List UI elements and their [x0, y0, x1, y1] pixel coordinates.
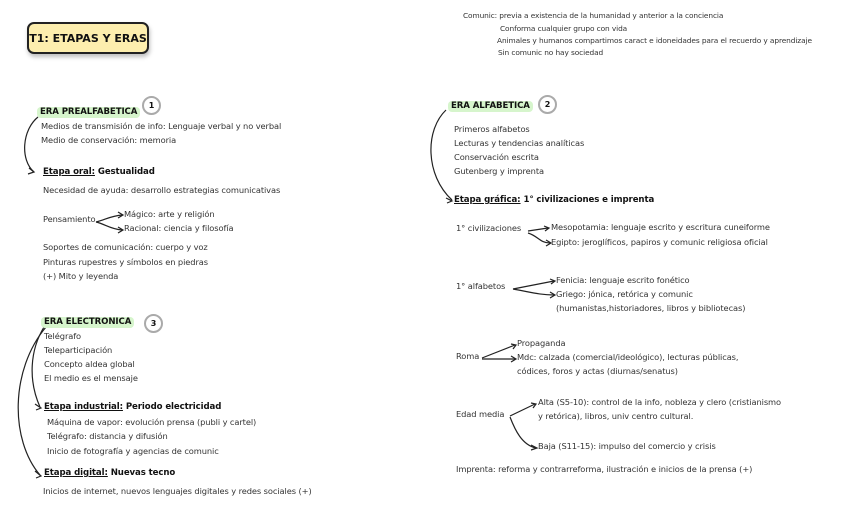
branch-root: Edad media	[456, 409, 505, 419]
era-line: Medios de transmisión de info: Lenguaje verbal y no verbal	[41, 121, 282, 131]
branch-root: 1° alfabetos	[456, 281, 506, 291]
branch-root: Roma	[456, 351, 480, 361]
note-line: Inicios de internet, nuevos lenguajes digitales y redes sociales (+)	[43, 486, 312, 496]
stage-label: Etapa industrial:	[44, 402, 123, 412]
branch-item: (humanistas,historiadores, libros y bibliotecas)	[556, 303, 746, 313]
page-title: T1: ETAPAS Y ERAS	[27, 22, 149, 54]
stage-label: Etapa gráfica:	[454, 195, 521, 205]
stage-label: Etapa oral:	[43, 167, 95, 177]
era-line: Teleparticipación	[44, 345, 113, 355]
stage-title: Nuevas tecno	[110, 468, 176, 478]
stage-label: Etapa digital:	[44, 468, 108, 478]
note-line: Soportes de comunicación: cuerpo y voz	[43, 242, 208, 252]
note-line: Inicio de fotografía y agencias de comunic	[47, 446, 219, 456]
note-line: Necesidad de ayuda: desarrollo estrategias comunicativas	[43, 185, 281, 195]
branch-item: Mágico: arte y religión	[124, 209, 215, 219]
stage-title: Periodo electricidad	[125, 402, 222, 412]
branch-item: Propaganda	[517, 338, 566, 348]
era-line: Telégrafo	[44, 331, 82, 341]
era-electronica-heading: ERA ELECTRONICA	[41, 317, 134, 328]
branch-item: Egipto: jeroglíficos, papiros y comunic religiosa oficial	[551, 237, 768, 247]
intro-line: Comunic: previa a existencia de la humanidad y anterior a la conciencia	[463, 11, 724, 20]
note-line: Máquina de vapor: evolución prensa (publi y cartel)	[47, 417, 257, 427]
note-line: (+) Mito y leyenda	[43, 271, 119, 281]
stage-title: Gestualidad	[97, 167, 155, 177]
era-prealfabetica-heading: ERA PREALFABETICA	[37, 107, 140, 118]
era-number-badge: 2	[538, 95, 557, 114]
era-line: Primeros alfabetos	[454, 124, 530, 134]
era-line: Conservación escrita	[454, 152, 539, 162]
branch-item: Alta (S5-10): control de la info, nobleza y clero (cristianismo	[538, 397, 781, 407]
branch-item: Mdc: calzada (comercial/ideológico), lecturas públicas,	[517, 352, 739, 362]
branch-item: Baja (S11-15): impulso del comercio y crisis	[538, 441, 716, 451]
stage-title: 1° civilizaciones e imprenta	[523, 195, 655, 205]
branch-item: Mesopotamia: lenguaje escrito y escritura cuneiforme	[551, 222, 770, 232]
branch-item: Griego: jónica, retórica y comunic	[556, 289, 693, 299]
note-line: Imprenta: reforma y contrarreforma, ilustración e inicios de la prensa (+)	[456, 464, 753, 474]
era-number-badge: 3	[144, 314, 163, 333]
era-line: Concepto aldea global	[44, 359, 135, 369]
era-number-badge: 1	[142, 96, 161, 115]
era-line: Medio de conservación: memoria	[41, 135, 177, 145]
branch-root: 1° civilizaciones	[456, 223, 522, 233]
note-line: Pinturas rupestres y símbolos en piedras	[43, 257, 208, 267]
intro-line: Sin comunic no hay sociedad	[498, 48, 604, 57]
branch-item: Racional: ciencia y filosofía	[124, 223, 234, 233]
era-line: Gutenberg y imprenta	[454, 166, 544, 176]
branch-item: y retórica), libros, univ centro cultural.	[538, 411, 694, 421]
branch-root: Pensamiento	[43, 214, 96, 224]
era-alfabetica-heading: ERA ALFABETICA	[448, 101, 533, 112]
era-line: Lecturas y tendencias analíticas	[454, 138, 585, 148]
intro-line: Conforma cualquier grupo con vida	[500, 24, 628, 33]
intro-line: Animales y humanos compartimos caract e idoneidades para el recuerdo y aprendizaje	[497, 36, 812, 45]
note-line: Telégrafo: distancia y difusión	[47, 431, 168, 441]
branch-item: códices, foros y actas (diurnas/senatus)	[517, 366, 678, 376]
branch-item: Fenicia: lenguaje escrito fonético	[556, 275, 690, 285]
era-line: El medio es el mensaje	[44, 373, 138, 383]
